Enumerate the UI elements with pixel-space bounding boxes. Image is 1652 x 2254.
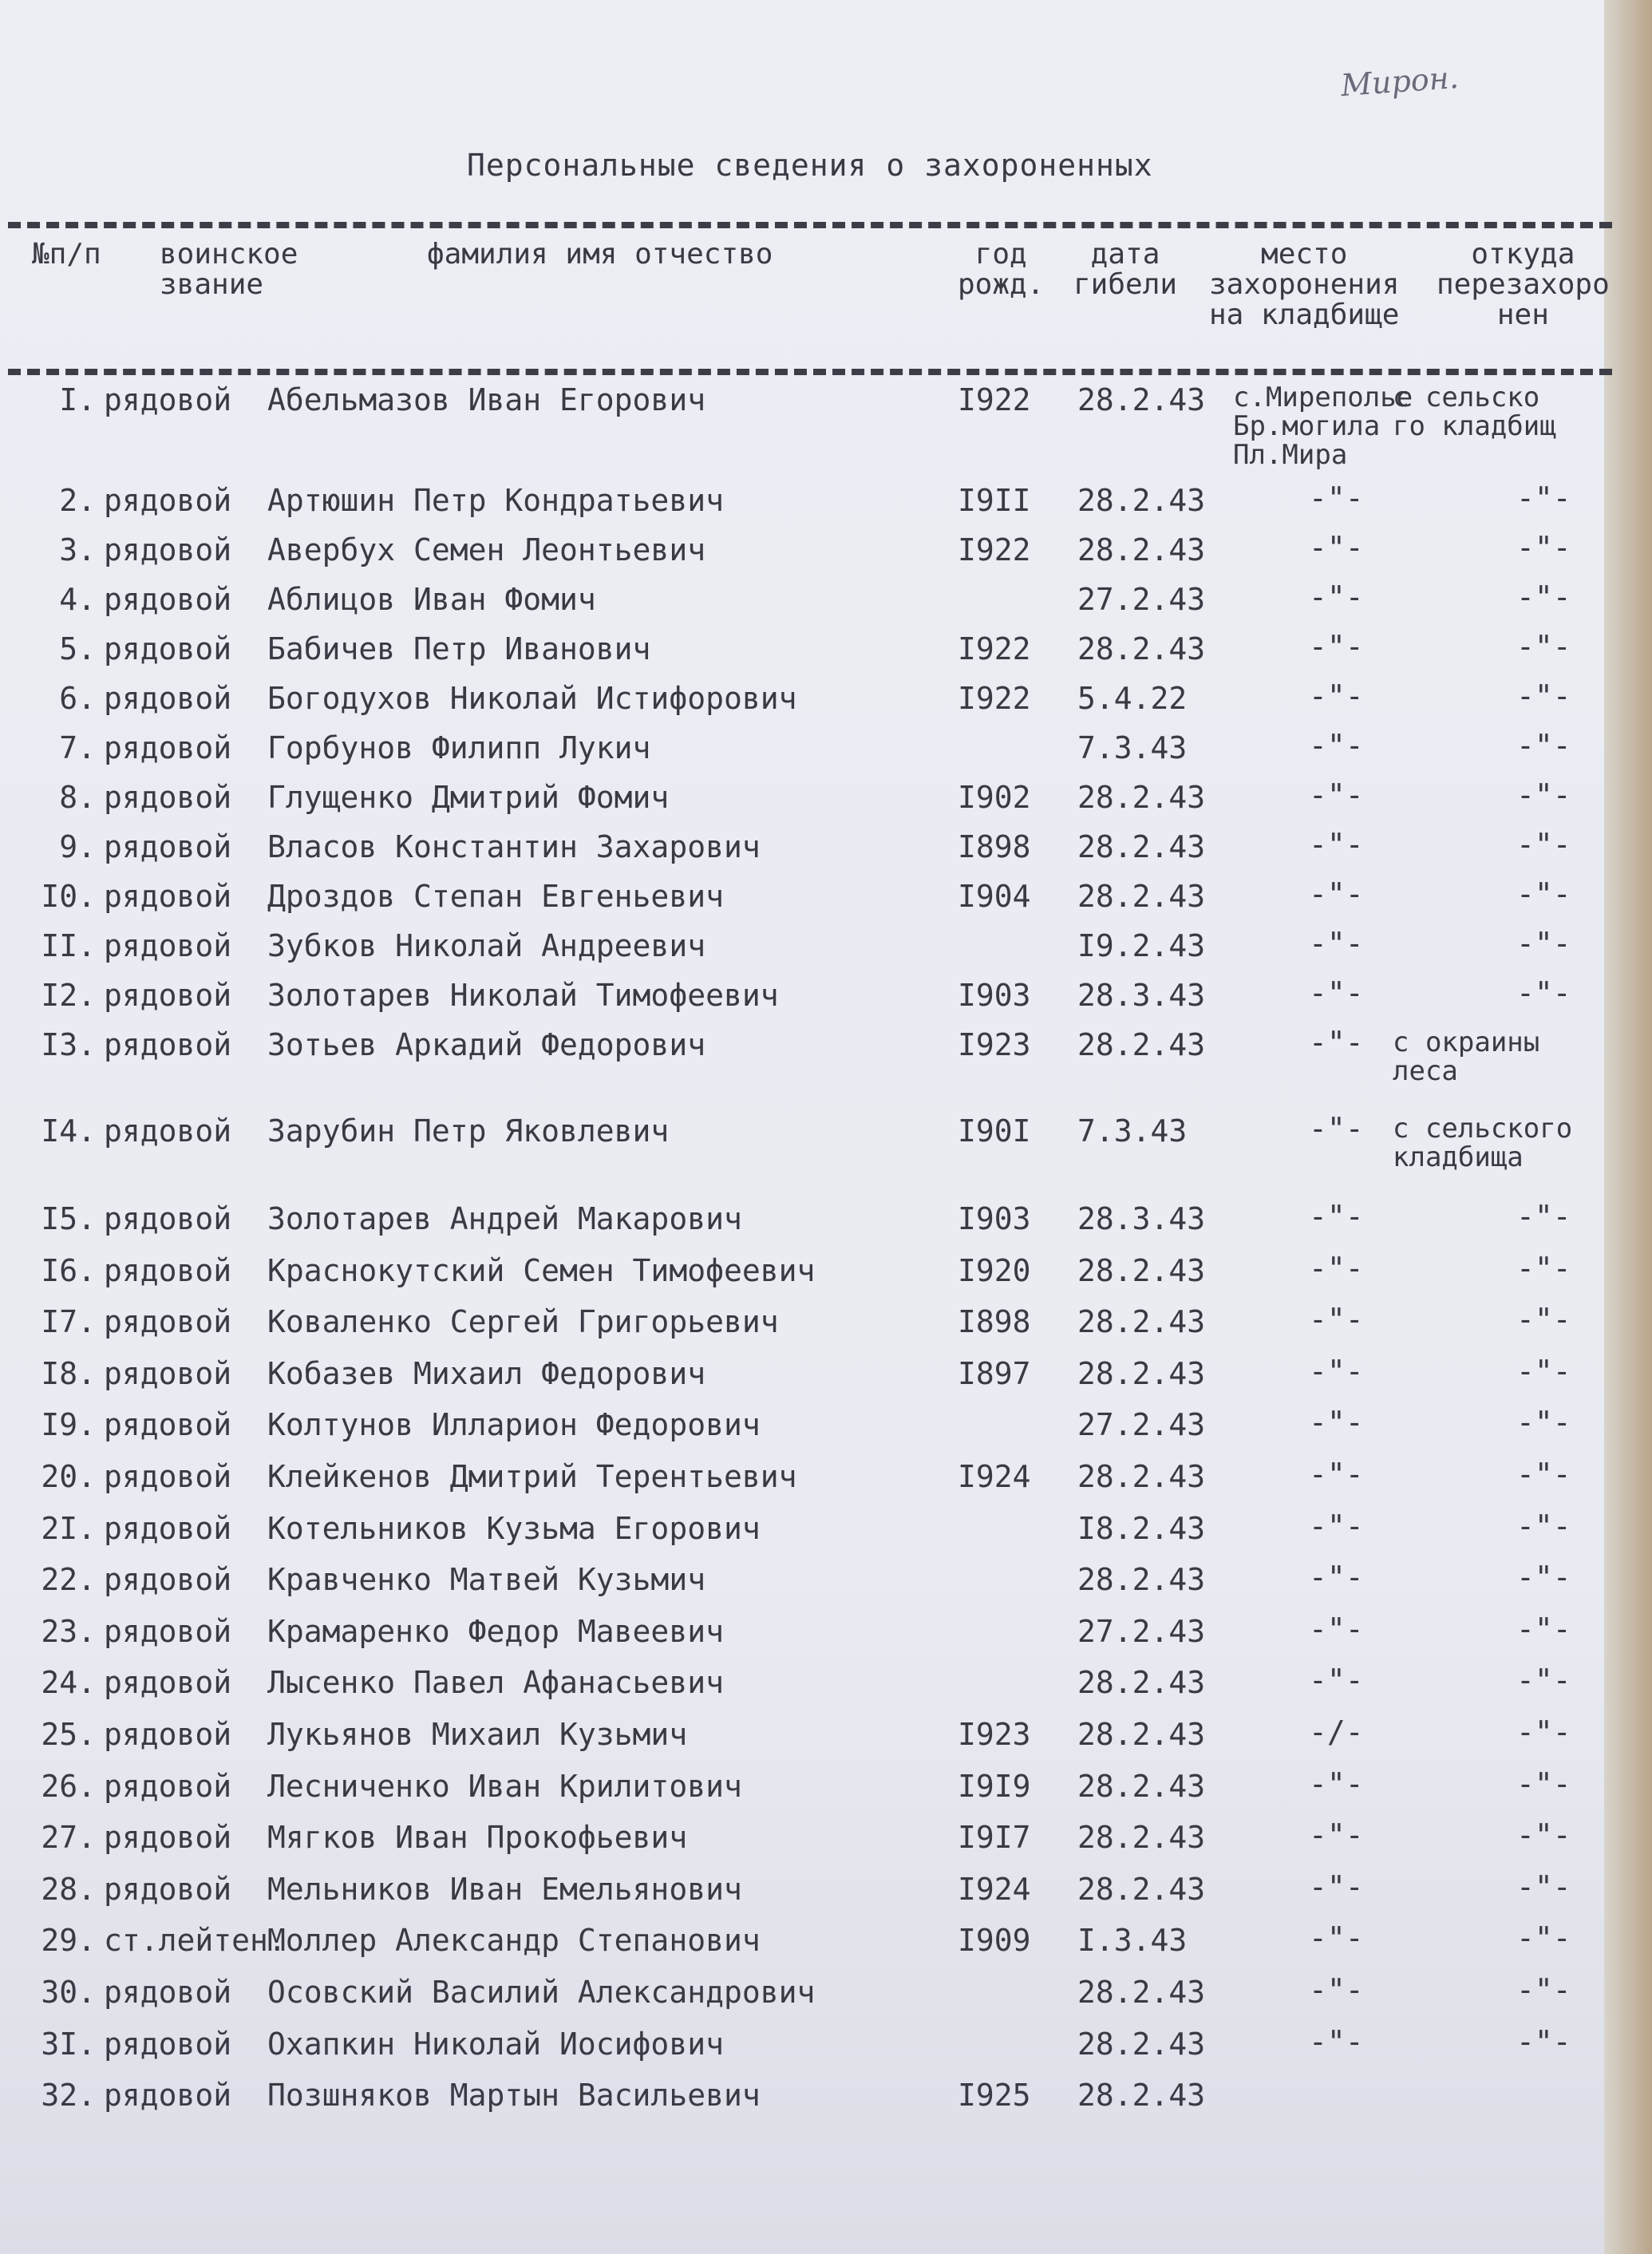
cell-name: Зубков Николай Андреевич xyxy=(267,928,706,963)
cell-date: 28.2.43 xyxy=(1077,1252,1206,1288)
cell-year: I922 xyxy=(958,681,1031,716)
table-row xyxy=(0,579,1612,632)
header-rank: воинское звание xyxy=(160,238,298,301)
table-row xyxy=(0,629,1612,682)
cell-year: I909 xyxy=(958,1923,1031,1959)
cell-from: -"- xyxy=(1516,629,1571,664)
dashed-divider-header xyxy=(8,369,1612,375)
table-row xyxy=(0,975,1612,1028)
cell-place: -"- xyxy=(1309,1353,1364,1389)
cell-name: Золотарев Андрей Макарович xyxy=(267,1201,742,1236)
cell-place: -"- xyxy=(1309,1817,1364,1853)
cell-date: 28.2.43 xyxy=(1077,1974,1206,2010)
cell-num: 30. xyxy=(41,1974,96,2010)
cell-name: Мягков Иван Прокофьевич xyxy=(267,1820,688,1856)
cell-num: I8. xyxy=(41,1355,96,1391)
cell-date: 28.2.43 xyxy=(1077,1304,1206,1340)
table-row xyxy=(0,1714,1612,1770)
cell-name: Осовский Василий Александрович xyxy=(267,1974,816,2010)
cell-date: 28.2.43 xyxy=(1077,631,1206,666)
cell-name: Зотьев Аркадий Федорович xyxy=(267,1027,706,1062)
cell-rank: рядовой xyxy=(104,1613,232,1649)
cell-place: -"- xyxy=(1309,1560,1364,1596)
cell-from: -"- xyxy=(1516,1611,1571,1647)
header-num: №п/п xyxy=(32,238,101,271)
cell-num: II. xyxy=(41,928,96,963)
table-row xyxy=(0,2078,1612,2130)
cell-name: Коваленко Сергей Григорьевич xyxy=(267,1304,779,1340)
cell-rank: рядовой xyxy=(104,1458,232,1494)
table-row xyxy=(0,1302,1612,1357)
cell-year: I922 xyxy=(958,631,1031,666)
cell-date: 28.2.43 xyxy=(1077,532,1206,567)
cell-rank: рядовой xyxy=(104,780,232,815)
cell-from: -"- xyxy=(1516,1456,1571,1492)
cell-name: Крамаренко Федор Мавеевич xyxy=(267,1613,724,1649)
cell-name: Моллер Александр Степанович xyxy=(267,1923,761,1959)
cell-num: 2I. xyxy=(41,1510,96,1546)
table-row xyxy=(0,1971,1612,2027)
cell-rank: рядовой xyxy=(104,1716,232,1752)
header-from: откуда перезахоро нен xyxy=(1437,238,1610,331)
cell-name: Охапкин Николай Иосифович xyxy=(267,2026,724,2062)
cell-num: 3I. xyxy=(41,2026,96,2062)
cell-rank: рядовой xyxy=(104,2078,232,2114)
cell-date: I.3.43 xyxy=(1077,1923,1188,1959)
cell-year: I898 xyxy=(958,829,1031,864)
cell-from: с сельского кладбища xyxy=(1393,1113,1573,1173)
cell-num: 23. xyxy=(41,1613,96,1649)
cell-date: 5.4.22 xyxy=(1077,681,1188,716)
cell-year: I90I xyxy=(958,1113,1031,1149)
cell-place: -"- xyxy=(1309,728,1364,763)
cell-date: I8.2.43 xyxy=(1077,1510,1206,1546)
cell-from: -"- xyxy=(1516,480,1571,516)
cell-num: I3. xyxy=(41,1027,96,1062)
table-row xyxy=(0,1456,1612,1512)
cell-num: 24. xyxy=(41,1665,96,1701)
cell-from: -"- xyxy=(1516,1766,1571,1801)
cell-num: 22. xyxy=(41,1562,96,1598)
cell-rank: рядовой xyxy=(104,1355,232,1391)
cell-date: 28.2.43 xyxy=(1077,1820,1206,1856)
cell-name: Власов Константин Захарович xyxy=(267,829,761,864)
cell-num: I7. xyxy=(41,1304,96,1340)
cell-rank: рядовой xyxy=(104,1665,232,1701)
cell-place: -"- xyxy=(1309,480,1364,516)
cell-num: 29. xyxy=(41,1923,96,1959)
cell-place: -/- xyxy=(1309,1714,1364,1750)
cell-from: -"- xyxy=(1516,777,1571,813)
cell-place: -"- xyxy=(1309,1111,1364,1146)
cell-year: I923 xyxy=(958,1027,1031,1062)
cell-name: Краснокутский Семен Тимофеевич xyxy=(267,1252,816,1288)
cell-date: 28.2.43 xyxy=(1077,1562,1206,1598)
cell-name: Зарубин Петр Яковлевич xyxy=(267,1113,670,1149)
cell-from: -"- xyxy=(1516,1560,1571,1596)
cell-place: -"- xyxy=(1309,530,1364,565)
table-row xyxy=(0,1920,1612,1975)
document-title: Персональные сведения о захороненных xyxy=(467,148,1153,183)
cell-place: -"- xyxy=(1309,876,1364,911)
table-row xyxy=(0,1817,1612,1872)
table-row xyxy=(0,480,1612,533)
cell-from: с сельско го кладбищ xyxy=(1393,382,1556,442)
cell-num: 28. xyxy=(41,1871,96,1907)
cell-name: Колтунов Илларион Федорович xyxy=(267,1407,761,1443)
cell-rank: рядовой xyxy=(104,1871,232,1907)
cell-rank: рядовой xyxy=(104,1201,232,1236)
cell-from: -"- xyxy=(1516,876,1571,911)
cell-date: 28.2.43 xyxy=(1077,382,1206,417)
cell-num: I5. xyxy=(41,1201,96,1236)
cell-rank: рядовой xyxy=(104,1304,232,1340)
cell-name: Авербух Семен Леонтьевич xyxy=(267,532,706,567)
cell-from: -"- xyxy=(1516,1353,1571,1389)
cell-rank: рядовой xyxy=(104,1768,232,1804)
cell-from: -"- xyxy=(1516,1714,1571,1750)
table-row xyxy=(0,1405,1612,1460)
cell-from: -"- xyxy=(1516,1868,1571,1904)
cell-date: 28.2.43 xyxy=(1077,1871,1206,1907)
cell-from: с окраины леса xyxy=(1393,1026,1540,1087)
cell-from: -"- xyxy=(1516,1920,1571,1956)
dashed-divider-top xyxy=(8,222,1612,228)
cell-name: Лысенко Павел Афанасьевич xyxy=(267,1665,724,1701)
table-row xyxy=(0,1250,1612,1306)
cell-place: -"- xyxy=(1309,1868,1364,1904)
cell-year: I902 xyxy=(958,780,1031,815)
table-row xyxy=(0,1868,1612,1924)
cell-name: Позшняков Мартын Васильевич xyxy=(267,2078,761,2114)
cell-name: Глущенко Дмитрий Фомич xyxy=(267,780,670,815)
table-row xyxy=(0,728,1612,781)
cell-rank: рядовой xyxy=(104,1562,232,1598)
table-row xyxy=(0,1766,1612,1821)
cell-num: 26. xyxy=(41,1768,96,1804)
cell-from: -"- xyxy=(1516,579,1571,615)
cell-place: -"- xyxy=(1309,827,1364,862)
cell-from: -"- xyxy=(1516,827,1571,862)
cell-num: 25. xyxy=(41,1716,96,1752)
cell-rank: рядовой xyxy=(104,532,232,567)
cell-place: -"- xyxy=(1309,1920,1364,1956)
cell-name: Мельников Иван Емельянович xyxy=(267,1871,742,1907)
cell-date: 28.3.43 xyxy=(1077,1201,1206,1236)
cell-rank: рядовой xyxy=(104,1027,232,1062)
cell-from: -"- xyxy=(1516,1250,1571,1286)
cell-name: Богодухов Николай Истифорович xyxy=(267,681,797,716)
cell-place: -"- xyxy=(1309,975,1364,1010)
cell-date: 7.3.43 xyxy=(1077,730,1188,765)
cell-year: I920 xyxy=(958,1252,1031,1288)
cell-from: -"- xyxy=(1516,1971,1571,2007)
cell-date: 27.2.43 xyxy=(1077,582,1206,617)
cell-date: 28.2.43 xyxy=(1077,1716,1206,1752)
cell-name: Кобазев Михаил Федорович xyxy=(267,1355,706,1391)
cell-place: -"- xyxy=(1309,1405,1364,1441)
cell-num: I0. xyxy=(41,879,96,914)
header-date: дата гибели xyxy=(1073,238,1178,301)
cell-date: 28.2.43 xyxy=(1077,1027,1206,1062)
cell-date: 28.2.43 xyxy=(1077,1355,1206,1391)
cell-rank: рядовой xyxy=(104,681,232,716)
cell-place: -"- xyxy=(1309,2023,1364,2059)
cell-from: -"- xyxy=(1516,530,1571,565)
cell-name: Золотарев Николай Тимофеевич xyxy=(267,978,779,1013)
cell-from: -"- xyxy=(1516,1508,1571,1544)
cell-num: 32. xyxy=(41,2078,96,2114)
table-row xyxy=(0,1025,1612,1114)
table-row xyxy=(0,876,1612,929)
cell-date: 27.2.43 xyxy=(1077,1407,1206,1443)
table-row xyxy=(0,1508,1612,1564)
cell-year: I904 xyxy=(958,879,1031,914)
table-row xyxy=(0,926,1612,979)
cell-from: -"- xyxy=(1516,1302,1571,1338)
cell-place: -"- xyxy=(1309,1199,1364,1234)
cell-year: I898 xyxy=(958,1304,1031,1340)
cell-num: 5. xyxy=(59,631,96,666)
cell-rank: рядовой xyxy=(104,631,232,666)
cell-name: Аблицов Иван Фомич xyxy=(267,582,596,617)
cell-rank: рядовой xyxy=(104,978,232,1013)
table-row xyxy=(0,383,1612,484)
cell-name: Артюшин Петр Кондратьевич xyxy=(267,483,724,518)
cell-num: 6. xyxy=(59,681,96,716)
cell-name: Котельников Кузьма Егорович xyxy=(267,1510,761,1546)
cell-date: 28.2.43 xyxy=(1077,829,1206,864)
cell-year: I922 xyxy=(958,382,1031,417)
table-row xyxy=(0,1111,1612,1202)
cell-from: -"- xyxy=(1516,975,1571,1010)
cell-place: -"- xyxy=(1309,926,1364,961)
cell-place: -"- xyxy=(1309,1025,1364,1060)
cell-num: I. xyxy=(59,382,96,417)
cell-date: 27.2.43 xyxy=(1077,1613,1206,1649)
cell-num: 4. xyxy=(59,582,96,617)
cell-from: -"- xyxy=(1516,2023,1571,2059)
cell-place: -"- xyxy=(1309,1302,1364,1338)
cell-rank: рядовой xyxy=(104,2026,232,2062)
cell-from: -"- xyxy=(1516,728,1571,763)
cell-name: Кравченко Матвей Кузьмич xyxy=(267,1562,706,1598)
cell-year: I897 xyxy=(958,1355,1031,1391)
table-row xyxy=(0,1353,1612,1409)
cell-from: -"- xyxy=(1516,1405,1571,1441)
header-place: место захоронения на кладбище xyxy=(1209,238,1400,331)
table-row xyxy=(0,777,1612,830)
cell-date: 28.2.43 xyxy=(1077,1768,1206,1804)
cell-rank: рядовой xyxy=(104,829,232,864)
cell-name: Клейкенов Дмитрий Терентьевич xyxy=(267,1458,797,1494)
cell-from: -"- xyxy=(1516,926,1571,961)
table-row xyxy=(0,1199,1612,1254)
cell-year: I9I7 xyxy=(958,1820,1031,1856)
cell-place: -"- xyxy=(1309,1456,1364,1492)
cell-from: -"- xyxy=(1516,1199,1571,1234)
cell-rank: рядовой xyxy=(104,1113,232,1149)
cell-rank: рядовой xyxy=(104,483,232,518)
table-row xyxy=(0,1611,1612,1667)
cell-rank: рядовой xyxy=(104,1820,232,1856)
cell-date: I9.2.43 xyxy=(1077,928,1206,963)
cell-date: 28.2.43 xyxy=(1077,483,1206,518)
table-row xyxy=(0,827,1612,880)
cell-year: I903 xyxy=(958,1201,1031,1236)
cell-name: Лесниченко Иван Крилитович xyxy=(267,1768,742,1804)
cell-num: I6. xyxy=(41,1252,96,1288)
cell-year: I924 xyxy=(958,1458,1031,1494)
cell-name: Бабичев Петр Иванович xyxy=(267,631,651,666)
cell-rank: рядовой xyxy=(104,879,232,914)
cell-name: Горбунов Филипп Лукич xyxy=(267,730,651,765)
cell-from: -"- xyxy=(1516,678,1571,714)
table-row xyxy=(0,2023,1612,2079)
cell-place: -"- xyxy=(1309,1611,1364,1647)
header-name: фамилия имя отчество xyxy=(427,238,773,271)
cell-from: -"- xyxy=(1516,1817,1571,1853)
cell-rank: рядовой xyxy=(104,1407,232,1443)
burial-list xyxy=(0,383,1612,2130)
cell-rank: ст.лейтен. xyxy=(104,1923,287,1959)
table-row xyxy=(0,1560,1612,1615)
cell-year: I925 xyxy=(958,2078,1031,2114)
table-row xyxy=(0,678,1612,731)
cell-year: I922 xyxy=(958,532,1031,567)
cell-name: Абельмазов Иван Егорович xyxy=(267,382,706,417)
cell-num: I4. xyxy=(41,1113,96,1149)
cell-name: Дроздов Степан Евгеньевич xyxy=(267,879,724,914)
cell-name: Лукьянов Михаил Кузьмич xyxy=(267,1716,688,1752)
cell-place: -"- xyxy=(1309,629,1364,664)
cell-place: -"- xyxy=(1309,579,1364,615)
cell-rank: рядовой xyxy=(104,1510,232,1546)
cell-num: 3. xyxy=(59,532,96,567)
cell-year: I924 xyxy=(958,1871,1031,1907)
cell-num: 7. xyxy=(59,730,96,765)
cell-date: 28.2.43 xyxy=(1077,2026,1206,2062)
cell-rank: рядовой xyxy=(104,928,232,963)
cell-place: -"- xyxy=(1309,1971,1364,2007)
cell-place: -"- xyxy=(1309,1508,1364,1544)
cell-date: 28.2.43 xyxy=(1077,1665,1206,1701)
cell-year: I923 xyxy=(958,1716,1031,1752)
table-row xyxy=(0,530,1612,583)
cell-year: I9II xyxy=(958,483,1031,518)
cell-num: 20. xyxy=(41,1458,96,1494)
header-year: год рожд. xyxy=(958,238,1045,301)
cell-year: I903 xyxy=(958,978,1031,1013)
cell-date: 28.3.43 xyxy=(1077,978,1206,1013)
cell-num: I9. xyxy=(41,1407,96,1443)
cell-date: 28.2.43 xyxy=(1077,780,1206,815)
cell-place: -"- xyxy=(1309,777,1364,813)
cell-year: I9I9 xyxy=(958,1768,1031,1804)
cell-from: -"- xyxy=(1516,1663,1571,1698)
cell-rank: рядовой xyxy=(104,382,232,417)
cell-num: I2. xyxy=(41,978,96,1013)
cell-place: -"- xyxy=(1309,1250,1364,1286)
table-row xyxy=(0,1663,1612,1718)
cell-rank: рядовой xyxy=(104,1974,232,2010)
cell-place: -"- xyxy=(1309,678,1364,714)
cell-place: с.Миреполье Бр.могила Пл.Мира xyxy=(1233,382,1413,471)
cell-date: 28.2.43 xyxy=(1077,879,1206,914)
cell-rank: рядовой xyxy=(104,1252,232,1288)
cell-date: 28.2.43 xyxy=(1077,1458,1206,1494)
cell-num: 27. xyxy=(41,1820,96,1856)
cell-date: 7.3.43 xyxy=(1077,1113,1188,1149)
cell-num: 2. xyxy=(59,483,96,518)
cell-place: -"- xyxy=(1309,1663,1364,1698)
cell-num: 9. xyxy=(59,829,96,864)
cell-num: 8. xyxy=(59,780,96,815)
cell-rank: рядовой xyxy=(104,582,232,617)
cell-rank: рядовой xyxy=(104,730,232,765)
handwritten-note: Мирон. xyxy=(1339,59,1460,104)
cell-place: -"- xyxy=(1309,1766,1364,1801)
cell-date: 28.2.43 xyxy=(1077,2078,1206,2114)
